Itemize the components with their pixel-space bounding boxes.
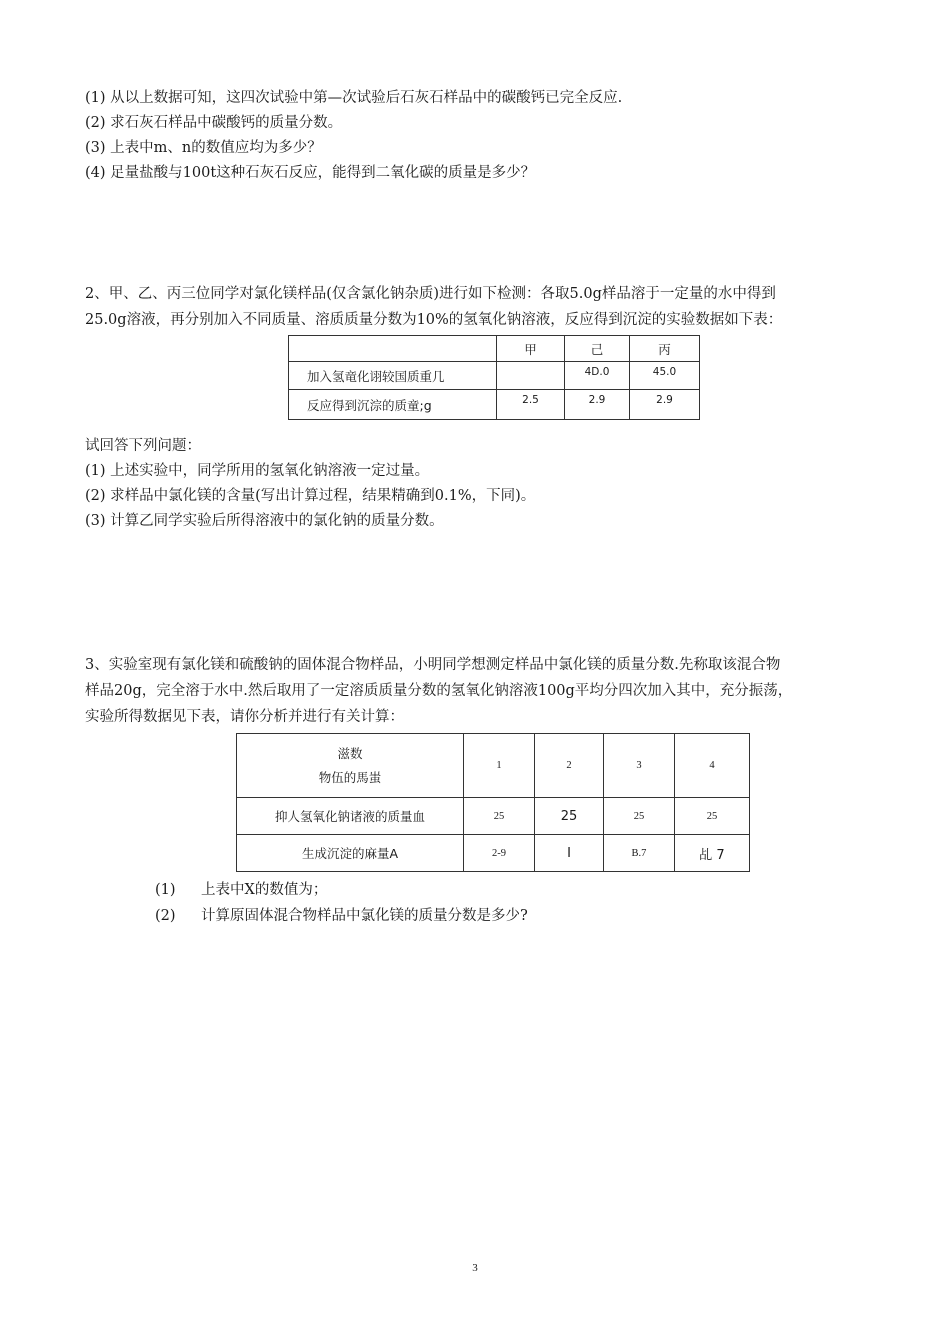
q3-col-3: 3 — [604, 734, 675, 798]
q2-item-3: (3) 计算乙同学实验后所得溶液中的氯化钠的质量分数。 — [85, 513, 444, 529]
q3-row1-val-1: 25 — [464, 798, 535, 835]
q3-row2-val-3: B.7 — [604, 835, 675, 872]
q3-item-2-num: (2) — [155, 908, 176, 924]
q2-row1-jia — [497, 362, 565, 390]
q2-row1-bing: 45.0 — [630, 362, 700, 390]
q2-item-1: (1) 上述实验中，同学所用的氢氧化钠溶液一定过量。 — [85, 463, 430, 479]
q3-table-corner — [237, 734, 464, 798]
q3-data-table — [236, 733, 750, 872]
q3-item-1-text: 上表中X的数值为； — [201, 882, 328, 898]
q3-stem-line2: 样品20g，完全溶于水中.然后取用了一定溶质质量分数的氢氧化钠溶液100g平均分四次加入其中，充分振荡， — [85, 683, 793, 699]
q1-item-3: (3) 上表中m、n的数值应均为多少？ — [85, 140, 322, 156]
q2-row1-label: 加入氢竜化诩较国质重几 — [289, 362, 497, 390]
q2-row1-yi: 4D.0 — [565, 362, 630, 390]
q3-table-row — [237, 835, 750, 872]
q2-header-yi: 己 — [565, 336, 630, 362]
q3-row2-val-4: 乩 7 — [675, 835, 750, 872]
q3-col-1: 1 — [464, 734, 535, 798]
q2-stem-line1: 2、甲、乙、丙三位同学对氯化镁样品(仅含氯化钠杂质)进行如下检测：各取5.0g样品溶于一定量的水中得到 — [85, 286, 776, 302]
q2-header-jia: 甲 — [497, 336, 565, 362]
q3-row2-val-2: I — [535, 835, 604, 872]
q3-table-header-row — [237, 734, 750, 798]
q3-corner-bottom: 物伍的馬蚩 — [318, 769, 382, 785]
q1-item-1: (1) 从以上数据可知，这四次试验中第—次试验后石灰石样品中的碳酸钙已完全反应. — [85, 90, 623, 106]
q2-stem-line2: 25.0g溶液，再分别加入不同质量、溶质质量分数为10%的氢氧化钠溶液，反应得到沉淀的实验数据如下表： — [85, 312, 783, 328]
q3-row2-val-1: 2-9 — [464, 835, 535, 872]
q1-item-4: (4) 足量盐酸与100t这种石灰石反应，能得到二氧化碳的质量是多少？ — [85, 165, 536, 181]
q3-table-row — [237, 798, 750, 835]
page-number: 3 — [472, 1262, 478, 1274]
q3-item-2-text: 计算原固体混合物样品中氯化镁的质量分数是多少? — [201, 908, 528, 924]
q2-table-row — [289, 362, 700, 390]
q3-col-2: 2 — [535, 734, 604, 798]
q3-row2-label: 生成沉淀的麻量A — [237, 835, 464, 872]
q1-item-2: (2) 求石灰石样品中碳酸钙的质量分数。 — [85, 115, 343, 131]
q3-item-1-num: (1) — [155, 882, 176, 898]
q3-col-4: 4 — [675, 734, 750, 798]
q3-row1-val-2: 25 — [535, 798, 604, 835]
q2-table-header-row — [289, 336, 700, 362]
q2-header-bing: 丙 — [630, 336, 700, 362]
q2-prompt: 试回答下列问题： — [85, 438, 201, 454]
q2-item-2: (2) 求样品中氯化镁的含量(写出计算过程，结果精确到0.1%，下同)。 — [85, 488, 536, 504]
q2-data-table — [288, 335, 700, 420]
q3-row1-val-3: 25 — [604, 798, 675, 835]
q2-row2-jia: 2.5 — [497, 390, 565, 420]
q3-row1-label: 抑人氢氧化钠诸液的质量血 — [237, 798, 464, 835]
q2-row2-bing: 2.9 — [630, 390, 700, 420]
q2-table-corner — [289, 336, 497, 362]
q2-row2-label: 反应得到沉淙的质童;g — [289, 390, 497, 420]
q3-stem-line3: 实验所得数据见下表，请你分析并进行有关计算： — [85, 709, 404, 725]
q3-corner-top: 滋数 — [337, 745, 363, 761]
q2-table-row — [289, 390, 700, 420]
q3-stem-line1: 3、实验室现有氯化镁和硫酸钠的固体混合物样品，小明同学想测定样品中氯化镁的质量分数.先称取该混合物 — [85, 657, 781, 673]
q2-row2-yi: 2.9 — [565, 390, 630, 420]
q3-row1-val-4: 25 — [675, 798, 750, 835]
